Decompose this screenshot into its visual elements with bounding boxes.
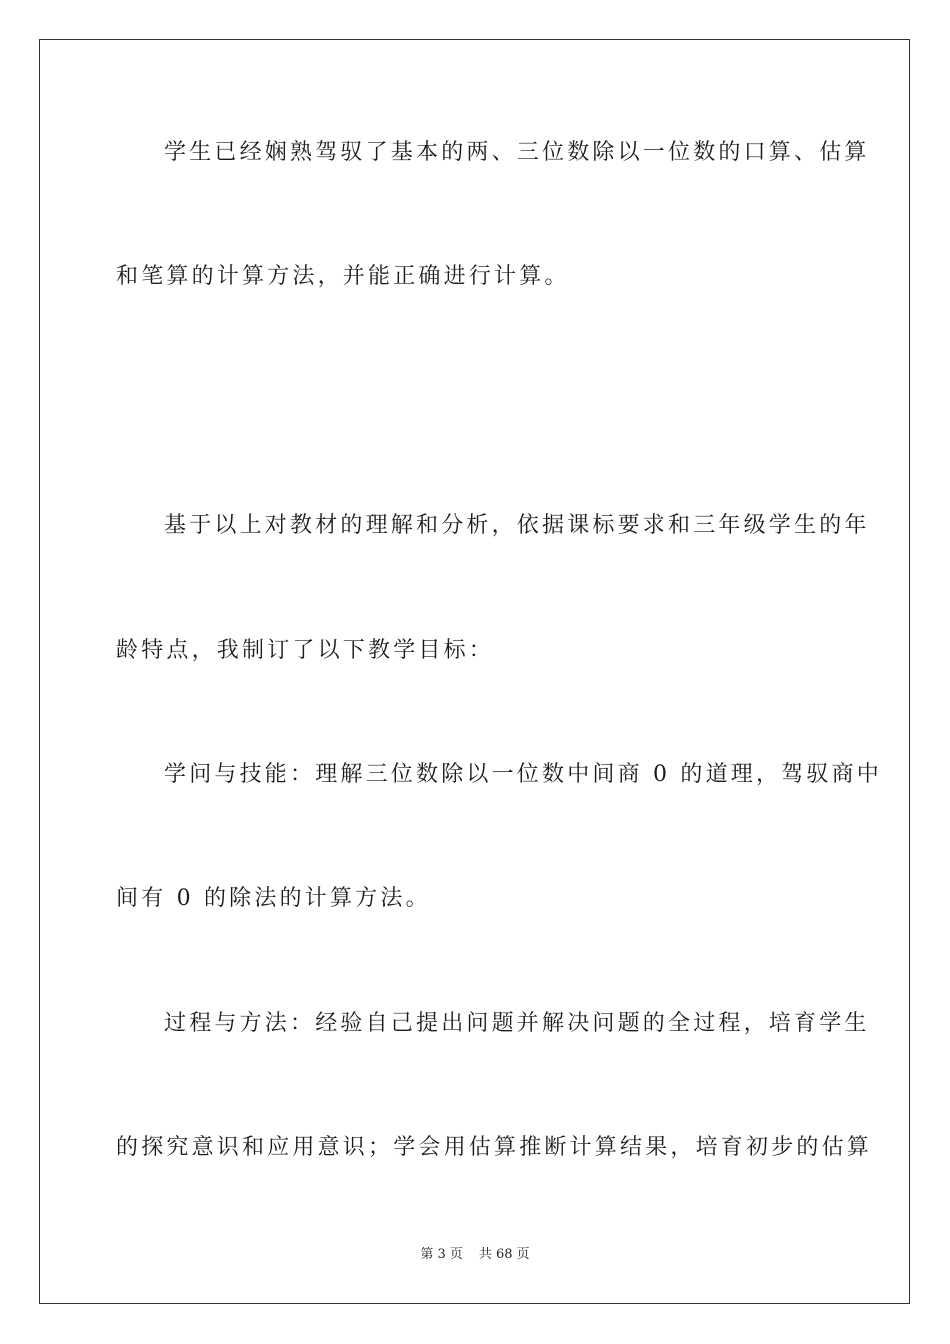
paragraph-1-line-2: 和笔算的计算方法，并能正确进行计算。	[116, 264, 570, 289]
paragraph-3-line-1: 学问与技能：理解三位数除以一位数中间商 0 的道理，驾驭商中	[164, 762, 882, 787]
paragraph-2-line-2: 龄特点，我制订了以下教学目标：	[116, 638, 495, 663]
paragraph-3-line-2: 间有 0 的除法的计算方法。	[116, 886, 431, 911]
paragraph-2-line-1: 基于以上对教材的理解和分析，依据课标要求和三年级学生的年	[164, 513, 870, 538]
page-total: 共 68 页	[478, 1247, 530, 1262]
page-border	[39, 39, 910, 1304]
paragraph-4-line-2: 的探究意识和应用意识；学会用估算推断计算结果，培育初步的估算	[116, 1135, 873, 1160]
paragraph-4-line-1: 过程与方法：经验自己提出问题并解决问题的全过程，培育学生	[164, 1011, 870, 1036]
paragraph-1-line-1: 学生已经娴熟驾驭了基本的两、三位数除以一位数的口算、估算	[164, 140, 870, 165]
page-number: 第 3 页	[420, 1247, 463, 1262]
page-footer	[0, 1246, 950, 1264]
